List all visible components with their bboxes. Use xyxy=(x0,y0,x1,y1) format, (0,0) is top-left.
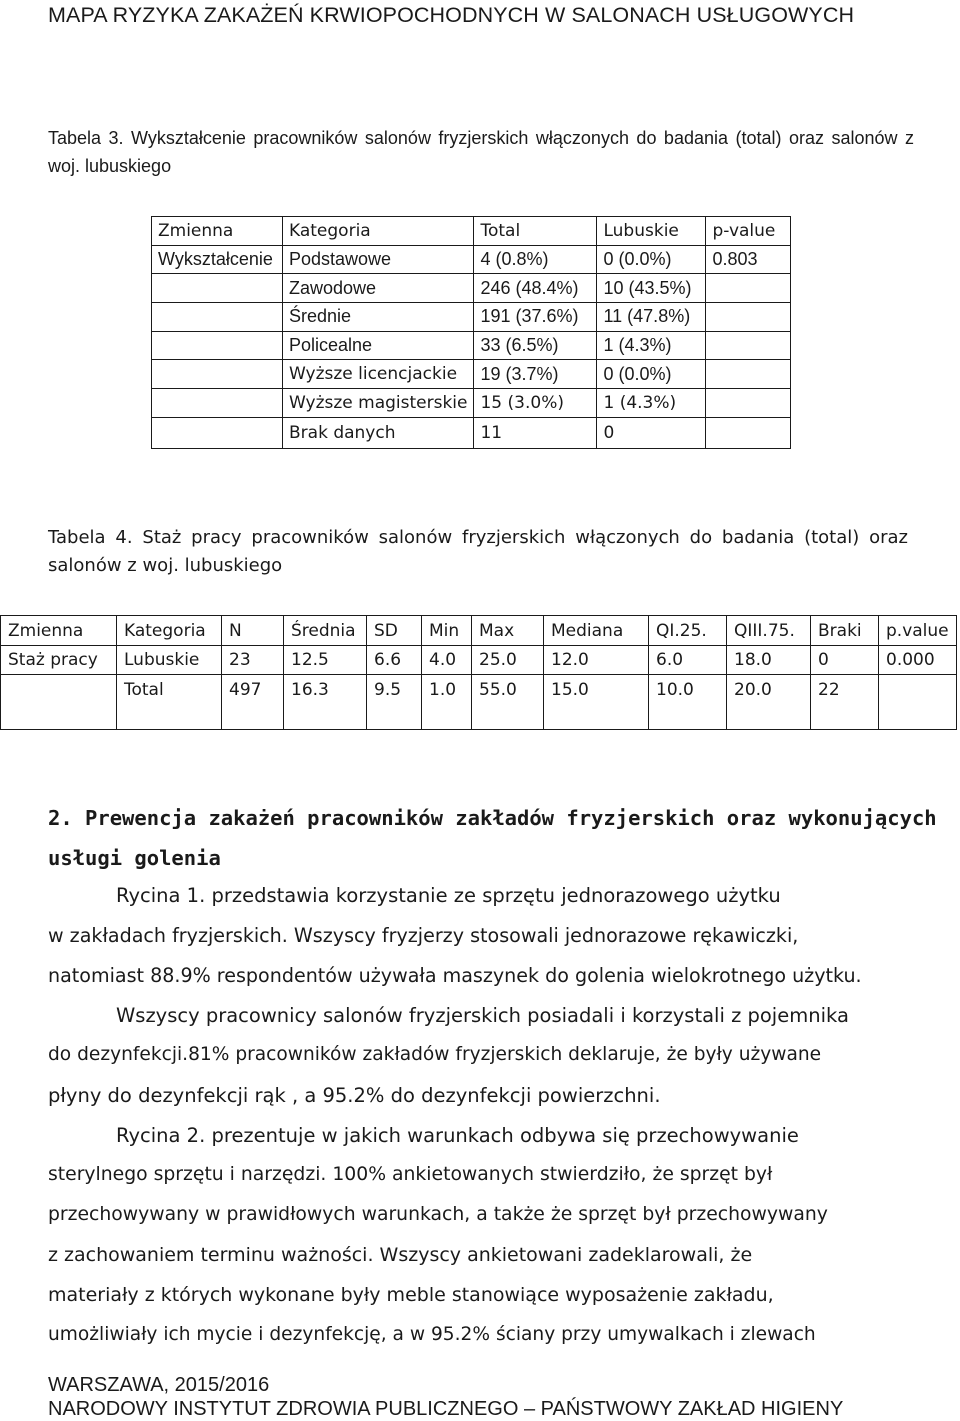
table-cell xyxy=(152,274,283,303)
table-row xyxy=(152,331,791,360)
paragraph-line: przechowywany w prawidłowych warunkach, a także że sprzęt był przechowywany xyxy=(48,1204,828,1225)
header-cell: Zmienna xyxy=(1,616,117,646)
header-cell: QIII.75. xyxy=(727,616,811,646)
header-cell: Braki xyxy=(811,616,879,646)
table-cell xyxy=(706,303,791,332)
table-cell xyxy=(152,360,283,389)
page-header: MAPA RYZYKA ZAKAŻEŃ KRWIOPOCHODNYCH W SALONACH USŁUGOWYCH xyxy=(48,3,855,27)
table-header-row xyxy=(152,217,791,246)
table-cell: 22 xyxy=(811,675,879,730)
table-cell: 18.0 xyxy=(727,646,811,675)
table-cell: 6.0 xyxy=(649,646,727,675)
table-row xyxy=(1,675,957,730)
table-cell: 0.803 xyxy=(706,245,791,274)
header-cell: Średnia xyxy=(284,616,367,646)
paragraph-line: płyny do dezynfekcji rąk , a 95.2% do dezynfekcji powierzchni. xyxy=(48,1084,661,1107)
table-row xyxy=(152,389,791,418)
table-cell: 20.0 xyxy=(727,675,811,730)
paragraph-line: Rycina 2. prezentuje w jakich warunkach odbywa się przechowywanie xyxy=(116,1124,799,1147)
table-cell: 1.0 xyxy=(422,675,472,730)
section-heading-continuation: usługi golenia xyxy=(48,846,221,870)
header-cell: Lubuskie xyxy=(597,217,706,246)
table-3 xyxy=(151,216,791,449)
table-cell: 23 xyxy=(222,646,284,675)
table-cell: Wyższe magisterskie xyxy=(283,389,474,418)
paragraph-line: Rycina 1. przedstawia korzystanie ze sprzętu jednorazowego użytku xyxy=(116,884,781,907)
table-cell: 12.0 xyxy=(544,646,649,675)
paragraph-line: Wszyscy pracownicy salonów fryzjerskich posiadali i korzystali z pojemnika xyxy=(116,1004,849,1027)
table-cell: 11 xyxy=(474,417,597,448)
table-cell: Zawodowe xyxy=(283,274,474,303)
table-cell: 4.0 xyxy=(422,646,472,675)
table-cell: 0 xyxy=(811,646,879,675)
header-cell: Min xyxy=(422,616,472,646)
table-cell: 246 (48.4%) xyxy=(474,274,597,303)
table-cell: Policealne xyxy=(283,331,474,360)
table-cell xyxy=(706,331,791,360)
table-cell xyxy=(1,675,117,730)
table-row xyxy=(1,646,957,675)
paragraph-line: umożliwiały ich mycie i dezynfekcję, a w 95.2% ściany przy umywalkach i zlewach xyxy=(48,1324,816,1345)
table-cell: 0 (0.0%) xyxy=(597,360,706,389)
table-cell xyxy=(706,417,791,448)
paragraph-line: natomiast 88.9% respondentów używała maszynek do golenia wielokrotnego użytku. xyxy=(48,964,862,987)
paragraph-line: w zakładach fryzjerskich. Wszyscy fryzjerzy stosowali jednorazowe rękawiczki, xyxy=(48,924,799,947)
table-cell: 497 xyxy=(222,675,284,730)
header-cell: Kategoria xyxy=(117,616,222,646)
header-cell: Kategoria xyxy=(283,217,474,246)
table-cell xyxy=(706,360,791,389)
table-cell: 1 (4.3%) xyxy=(597,389,706,418)
table-cell: 6.6 xyxy=(367,646,422,675)
table-cell: 33 (6.5%) xyxy=(474,331,597,360)
table-cell: 19 (3.7%) xyxy=(474,360,597,389)
table-cell: Lubuskie xyxy=(117,646,222,675)
table-cell: Wykształcenie xyxy=(152,245,283,274)
table-cell xyxy=(706,274,791,303)
table-cell: Wyższe licencjackie xyxy=(283,360,474,389)
table-cell: Średnie xyxy=(283,303,474,332)
table-cell: Staż pracy xyxy=(1,646,117,675)
paragraph-line: materiały z których wykonane były meble stanowiące wyposażenie zakładu, xyxy=(48,1284,774,1306)
table-cell: 0.000 xyxy=(879,646,957,675)
table-cell: Total xyxy=(117,675,222,730)
header-cell: Zmienna xyxy=(152,217,283,246)
header-cell: Mediana xyxy=(544,616,649,646)
table-cell: 4 (0.8%) xyxy=(474,245,597,274)
paragraph-line: z zachowaniem terminu ważności. Wszyscy ankietowani zadeklarowali, że xyxy=(48,1244,753,1266)
table-cell: 12.5 xyxy=(284,646,367,675)
table-row xyxy=(152,417,791,448)
table-cell xyxy=(706,389,791,418)
table-cell: 15 (3.0%) xyxy=(474,389,597,418)
header-cell: p.value xyxy=(879,616,957,646)
footer-institution: NARODOWY INSTYTUT ZDROWIA PUBLICZNEGO – PAŃSTWOWY ZAKŁAD HIGIENY xyxy=(48,1398,844,1420)
table-cell: Brak danych xyxy=(283,417,474,448)
table-row xyxy=(152,274,791,303)
table-cell: 0 xyxy=(597,417,706,448)
header-cell: p-value xyxy=(706,217,791,246)
section-heading: 2. Prewencja zakażeń pracowników zakładów fryzjerskich oraz wykonujących xyxy=(48,806,937,830)
table-cell: Podstawowe xyxy=(283,245,474,274)
table-cell: 10 (43.5%) xyxy=(597,274,706,303)
table-cell: 55.0 xyxy=(472,675,544,730)
table-4 xyxy=(0,615,957,730)
table-cell xyxy=(152,331,283,360)
paragraph-line: sterylnego sprzętu i narzędzi. 100% ankietowanych stwierdziło, że sprzęt był xyxy=(48,1164,773,1185)
header-cell: SD xyxy=(367,616,422,646)
table-cell xyxy=(879,675,957,730)
table-cell: 25.0 xyxy=(472,646,544,675)
table-cell xyxy=(152,389,283,418)
header-cell: Total xyxy=(474,217,597,246)
table-row xyxy=(152,245,791,274)
header-cell: Max xyxy=(472,616,544,646)
table-4-caption: Tabela 4. Staż pracy pracowników salonów fryzjerskich włączonych do badania (total) oraz salonów z woj. lubuskiego xyxy=(48,527,908,576)
table-header-row xyxy=(1,616,957,646)
table-cell: 9.5 xyxy=(367,675,422,730)
table-cell: 10.0 xyxy=(649,675,727,730)
table-3-caption: Tabela 3. Wykształcenie pracowników salonów fryzjerskich włączonych do badania (total) oraz salonów z woj. lubuskiego xyxy=(48,128,914,176)
table-cell: 16.3 xyxy=(284,675,367,730)
table-cell xyxy=(152,303,283,332)
table-cell: 1 (4.3%) xyxy=(597,331,706,360)
header-cell: N xyxy=(222,616,284,646)
table-cell: 191 (37.6%) xyxy=(474,303,597,332)
header-cell: QI.25. xyxy=(649,616,727,646)
table-row xyxy=(152,360,791,389)
table-cell: 0 (0.0%) xyxy=(597,245,706,274)
table-cell: 11 (47.8%) xyxy=(597,303,706,332)
footer-location-date: WARSZAWA, 2015/2016 xyxy=(48,1374,270,1396)
table-cell: 15.0 xyxy=(544,675,649,730)
table-cell xyxy=(152,417,283,448)
paragraph-line: do dezynfekcji.81% pracowników zakładów fryzjerskich deklaruje, że były używane xyxy=(48,1044,822,1065)
table-row xyxy=(152,303,791,332)
